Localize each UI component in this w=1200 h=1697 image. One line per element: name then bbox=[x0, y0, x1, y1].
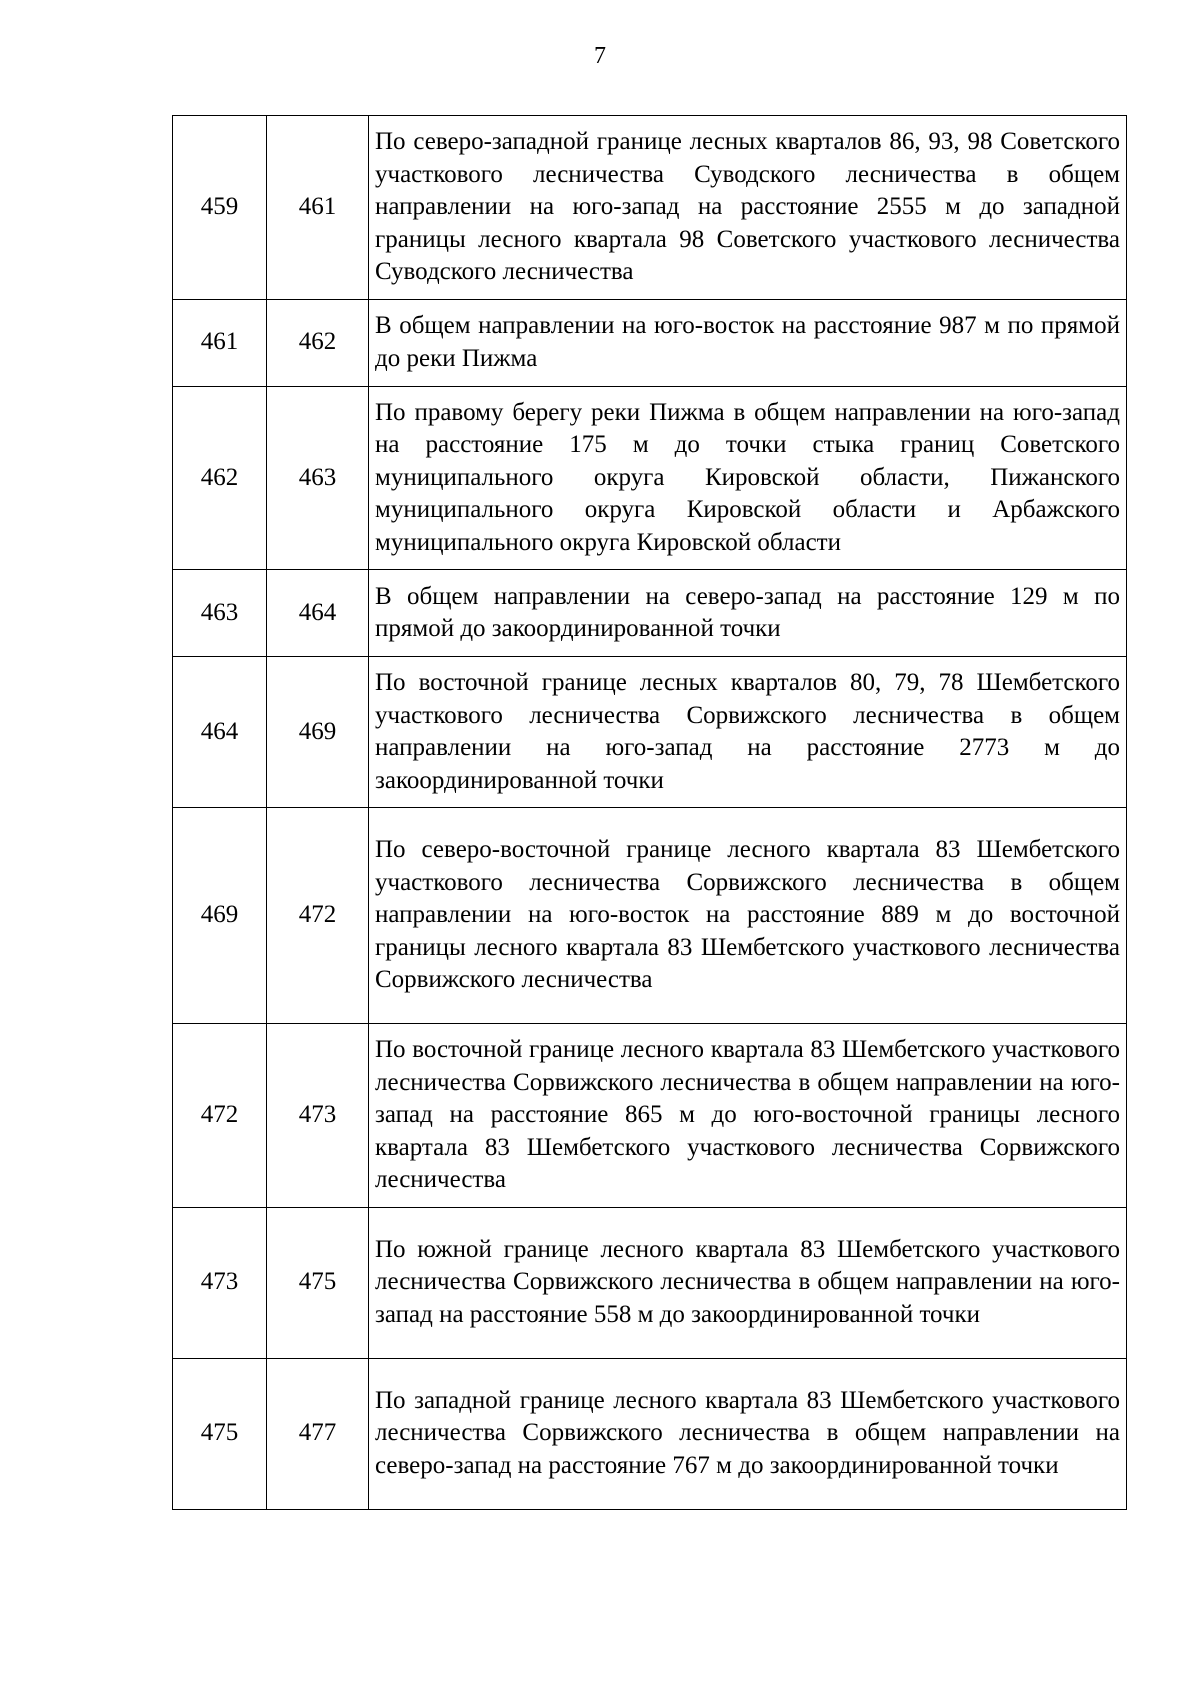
boundary-description-cell: По западной границе лесного квартала 83 Шембетского участкового лесничества Сорвижского лесничества в общем направлении на северо-запад на расстояние 767 м до закоординированной точки bbox=[369, 1358, 1127, 1509]
table-row bbox=[173, 1207, 1127, 1358]
to-point-cell: 477 bbox=[267, 1358, 369, 1509]
boundary-description-cell: По южной границе лесного квартала 83 Шембетского участкового лесничества Сорвижского лесничества в общем направлении на юго-запад на расстояние 558 м до закоординированной точки bbox=[369, 1207, 1127, 1358]
from-point-cell: 462 bbox=[173, 386, 267, 570]
boundary-description-cell: По северо-восточной границе лесного квартала 83 Шембетского участкового лесничества Сорвижского лесничества в общем направлении на юго-восток на расстояние 889 м до восточной границы лесного квартала 83 Шембетского участкового лесничества Сорвижского лесничества bbox=[369, 808, 1127, 1024]
table-row bbox=[173, 1024, 1127, 1208]
table-row bbox=[173, 386, 1127, 570]
to-point-cell: 472 bbox=[267, 808, 369, 1024]
from-point-cell: 473 bbox=[173, 1207, 267, 1358]
to-point-cell: 461 bbox=[267, 116, 369, 300]
from-point-cell: 475 bbox=[173, 1358, 267, 1509]
boundary-description-table bbox=[172, 115, 1127, 1510]
to-point-cell: 464 bbox=[267, 570, 369, 657]
from-point-cell: 469 bbox=[173, 808, 267, 1024]
table-row bbox=[173, 808, 1127, 1024]
table-row bbox=[173, 299, 1127, 386]
to-point-cell: 473 bbox=[267, 1024, 369, 1208]
table-row bbox=[173, 657, 1127, 808]
from-point-cell: 459 bbox=[173, 116, 267, 300]
table-row bbox=[173, 116, 1127, 300]
boundary-description-cell: По правому берегу реки Пижма в общем направлении на юго-запад на расстояние 175 м до точки стыка границ Советского муниципального округа Кировской области, Пижанского муниципального округа Кировской области и Арбажского муниципального округа Кировской области bbox=[369, 386, 1127, 570]
table-row bbox=[173, 1358, 1127, 1509]
to-point-cell: 462 bbox=[267, 299, 369, 386]
from-point-cell: 463 bbox=[173, 570, 267, 657]
boundary-description-cell: В общем направлении на северо-запад на расстояние 129 м по прямой до закоординированной точки bbox=[369, 570, 1127, 657]
page-number: 7 bbox=[594, 43, 606, 69]
table-row bbox=[173, 570, 1127, 657]
to-point-cell: 469 bbox=[267, 657, 369, 808]
from-point-cell: 464 bbox=[173, 657, 267, 808]
to-point-cell: 463 bbox=[267, 386, 369, 570]
to-point-cell: 475 bbox=[267, 1207, 369, 1358]
boundary-description-cell: По восточной границе лесных кварталов 80, 79, 78 Шембетского участкового лесничества Сорвижского лесничества в общем направлении на юго-запад на расстояние 2773 м до закоординированной точки bbox=[369, 657, 1127, 808]
from-point-cell: 472 bbox=[173, 1024, 267, 1208]
boundary-description-cell: По восточной границе лесного квартала 83 Шембетского участкового лесничества Сорвижского лесничества в общем направлении на юго-запад на расстояние 865 м до юго-восточной границы лесного квартала 83 Шембетского участкового лесничества Сорвижского лесничества bbox=[369, 1024, 1127, 1208]
from-point-cell: 461 bbox=[173, 299, 267, 386]
boundary-description-cell: По северо-западной границе лесных кварталов 86, 93, 98 Советского участкового лесничества Суводского лесничества в общем направлении на юго-запад на расстояние 2555 м до западной границы лесного квартала 98 Советского участкового лесничества Суводского лесничества bbox=[369, 116, 1127, 300]
boundary-description-cell: В общем направлении на юго-восток на расстояние 987 м по прямой до реки Пижма bbox=[369, 299, 1127, 386]
